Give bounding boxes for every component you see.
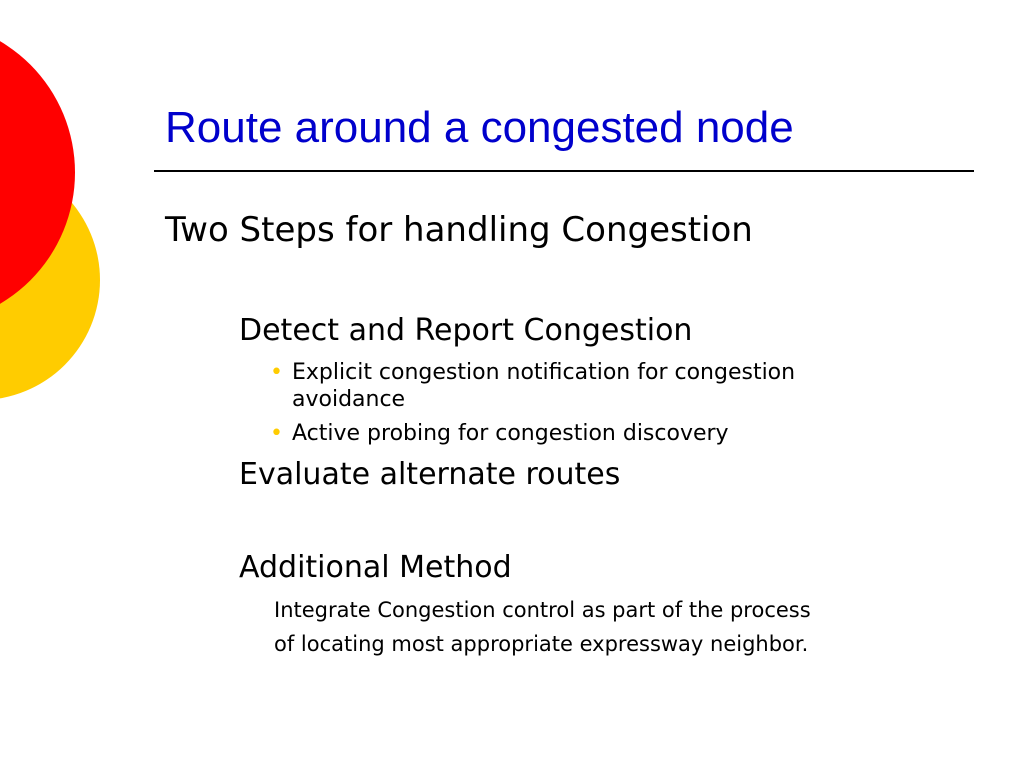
- step-evaluate-routes: Evaluate alternate routes: [239, 457, 621, 492]
- additional-method-line2: of locating most appropriate expressway neighbor.: [274, 632, 809, 656]
- bullet-text-line1: Explicit congestion notification for congestion: [292, 360, 796, 385]
- slide-title: Route around a congested node: [165, 103, 794, 152]
- step-detect-report: Detect and Report Congestion: [239, 313, 693, 348]
- title-underline: [154, 170, 974, 172]
- bullet-text-line1: Active probing for congestion discovery: [292, 421, 729, 446]
- section-heading: Two Steps for handling Congestion: [165, 210, 753, 250]
- bullet-item-probing: [270, 420, 729, 447]
- additional-method-heading: Additional Method: [239, 550, 512, 585]
- bullet-icon: •: [270, 421, 283, 446]
- bullet-icon: •: [270, 360, 283, 385]
- additional-method-line1: Integrate Congestion control as part of the process: [274, 598, 811, 622]
- bullet-item-ecn: [270, 359, 795, 413]
- bullet-text-line2: avoidance: [292, 387, 406, 412]
